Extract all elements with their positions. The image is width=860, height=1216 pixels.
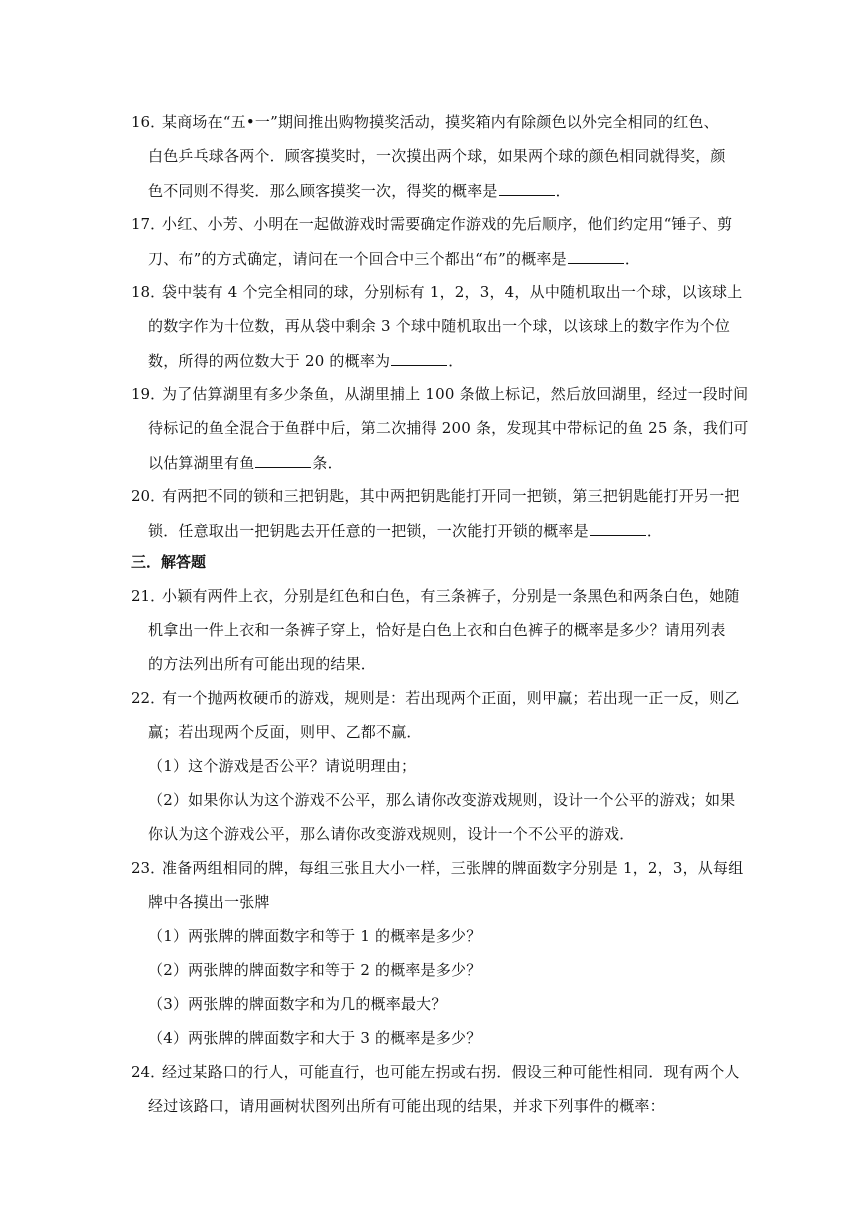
question-22-sub-2-line-1: （2）如果你认为这个游戏不公平，那么请你改变游戏规则，设计一个公平的游戏；如果 <box>148 791 736 809</box>
question-18-end: ． <box>448 352 464 370</box>
question-24-line-2: 经过该路口，请用画树状图列出所有可能出现的结果，并求下列事件的概率： <box>148 1097 665 1115</box>
question-17-number: 17． <box>131 215 166 233</box>
question-24-number: 24． <box>131 1063 166 1081</box>
question-17-end: ． <box>624 250 641 268</box>
question-23-sub-3: （3）两张牌的牌面数字和为几的概率最大？ <box>148 995 447 1013</box>
question-19-end: 条． <box>312 454 343 472</box>
question-18-number: 18． <box>131 283 166 301</box>
question-23-line-2: 牌中各摸出一张牌 <box>148 893 270 911</box>
question-23-sub-2: （2）两张牌的牌面数字和等于 2 的概率是多少？ <box>148 961 482 979</box>
question-17-line-2 <box>148 248 640 269</box>
question-23-number: 23． <box>131 859 166 877</box>
question-19-text: 以估算湖里有鱼 <box>148 454 255 472</box>
question-20-line-2 <box>148 520 662 541</box>
question-22-sub-1: （1）这个游戏是否公平？请说明理由； <box>148 757 417 775</box>
question-23-sub-4: （4）两张牌的牌面数字和大于 3 的概率是多少？ <box>148 1029 482 1047</box>
question-22-line-1: 有一个抛两枚硬币的游戏，规则是：若出现两个正面，则甲赢；若出现一正一反，则乙 <box>162 689 740 707</box>
question-19-line-3 <box>148 452 343 473</box>
question-18-line-3 <box>148 350 463 371</box>
question-21-line-1: 小颖有两件上衣，分别是红色和白色，有三条裤子，分别是一条黑色和两条白色，她随 <box>162 587 740 605</box>
question-16-end: ． <box>555 182 571 200</box>
question-18-line-1: 袋中装有 4 个完全相同的球，分别标有 1，2，3，4，从中随机取出一个球，以该球上 <box>162 283 743 301</box>
question-23-sub-1: （1）两张牌的牌面数字和等于 1 的概率是多少？ <box>148 927 482 945</box>
answer-blank-16[interactable] <box>499 180 555 196</box>
question-19-number: 19． <box>131 385 166 403</box>
question-20-text: 锁．任意取出一把钥匙去开任意的一把锁，一次能打开锁的概率是 <box>148 522 589 540</box>
question-22-number: 22． <box>131 689 166 707</box>
question-22-sub-2-line-2: 你认为这个游戏公平，那么请你改变游戏规则，设计一个不公平的游戏． <box>148 825 635 843</box>
question-22-line-2: 赢；若出现两个反面，则甲、乙都不赢． <box>148 723 422 741</box>
question-16-line-2: 白色乒乓球各两个．顾客摸奖时，一次摸出两个球，如果两个球的颜色相同就得奖，颜 <box>148 147 726 165</box>
answer-blank-18[interactable] <box>391 350 447 366</box>
question-17-text: 刀、布”的方式确定，请问在一个回合中三个都出“布”的概率是 <box>148 250 567 268</box>
answer-blank-17[interactable] <box>568 248 624 264</box>
question-24-line-1: 经过某路口的行人，可能直行，也可能左拐或右拐．假设三种可能性相同．现有两个人 <box>162 1063 740 1081</box>
answer-blank-19[interactable] <box>255 452 311 468</box>
question-19-line-1: 为了估算湖里有多少条鱼，从湖里捕上 100 条做上标记，然后放回湖里，经过一段时间 <box>162 385 749 403</box>
answer-blank-20[interactable] <box>590 520 646 536</box>
question-18-text: 数，所得的两位数大于 20 的概率为 <box>148 352 391 370</box>
question-19-line-2: 待标记的鱼全混合于鱼群中后，第二次捕得 200 条，发现其中带标记的鱼 25 条，我们可 <box>148 419 749 437</box>
question-20-number: 20． <box>131 487 166 505</box>
question-21-line-2: 机拿出一件上衣和一条裤子穿上，恰好是白色上衣和白色裤子的概率是多少？请用列表 <box>148 621 726 639</box>
question-17-line-1: 小红、小芳、小明在一起做游戏时需要确定作游戏的先后顺序，他们约定用“锤子、剪 <box>162 215 733 233</box>
question-20-end: ． <box>646 522 663 540</box>
question-23-line-1: 准备两组相同的牌，每组三张且大小一样，三张牌的牌面数字分别是 1，2，3，从每组 <box>162 859 744 877</box>
question-20-line-1: 有两把不同的锁和三把钥匙，其中两把钥匙能打开同一把锁，第三把钥匙能打开另一把 <box>162 487 740 505</box>
question-21-line-3: 的方法列出所有可能出现的结果． <box>148 655 377 673</box>
section-heading: 三．解答题 <box>131 553 207 571</box>
question-16-text: 色不同则不得奖．那么顾客摸奖一次，得奖的概率是 <box>148 182 498 200</box>
question-16-number: 16． <box>131 113 166 131</box>
question-21-number: 21． <box>131 587 166 605</box>
question-18-line-2: 的数字作为十位数，再从袋中剩余 3 个球中随机取出一个球，以该球上的数字作为个位 <box>148 317 731 335</box>
question-16-line-3 <box>148 180 571 201</box>
question-16-line-1: 某商场在“五•一”期间推出购物摸奖活动，摸奖箱内有除颜色以外完全相同的红色、 <box>162 113 719 131</box>
